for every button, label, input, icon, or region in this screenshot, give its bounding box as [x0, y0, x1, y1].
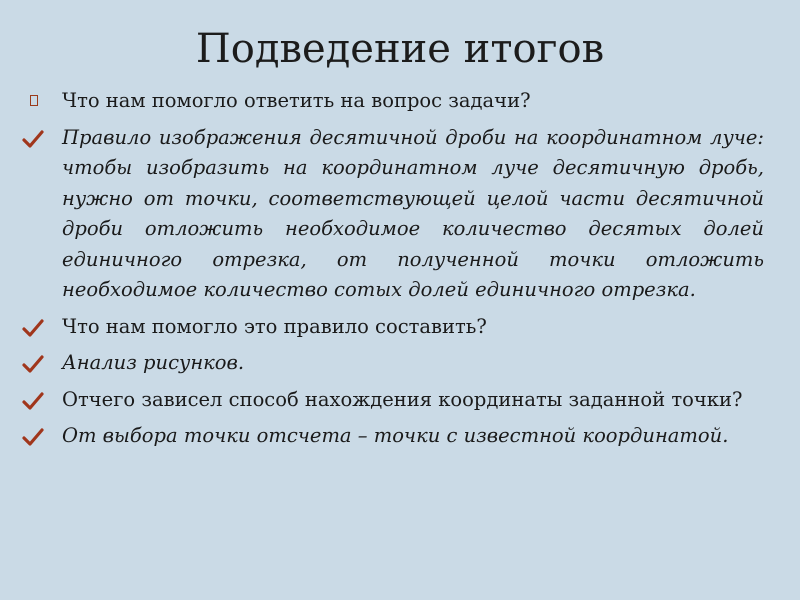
bullet-list — [22, 86, 764, 458]
list-item — [22, 86, 764, 117]
list-item — [22, 123, 764, 306]
checkmark-icon — [22, 129, 44, 149]
list-item — [22, 385, 764, 416]
item-text: Что нам помогло ответить на вопрос задачи? — [62, 89, 531, 112]
checkmark-icon — [22, 427, 44, 447]
item-text: От выбора точки отсчета – точки с известной координатой. — [62, 424, 729, 447]
checkmark-icon — [22, 354, 44, 374]
checkmark-icon — [22, 318, 44, 338]
list-item — [22, 421, 764, 452]
item-text: Отчего зависел способ нахождения координаты заданной точки? — [62, 387, 743, 411]
slide-title: Подведение итогов — [195, 26, 605, 72]
checkmark-icon — [22, 391, 44, 411]
item-text: Что нам помогло это правило составить? — [62, 314, 487, 338]
item-text: Правило изображения десятичной дроби на координатном луче: чтобы изобразить на координатном луче десятичную дробь, нужно от точки, соответствующей целой части десятичной дроби отложить необходимое количество десятых долей единичного отрезка, от полученной точки отложить необходимое количество сотых долей единичного отрезка. — [62, 125, 764, 301]
item-text: Анализ рисунков. — [62, 351, 245, 374]
list-item — [22, 312, 764, 343]
list-item — [22, 348, 764, 379]
square-bullet-icon — [30, 95, 38, 106]
